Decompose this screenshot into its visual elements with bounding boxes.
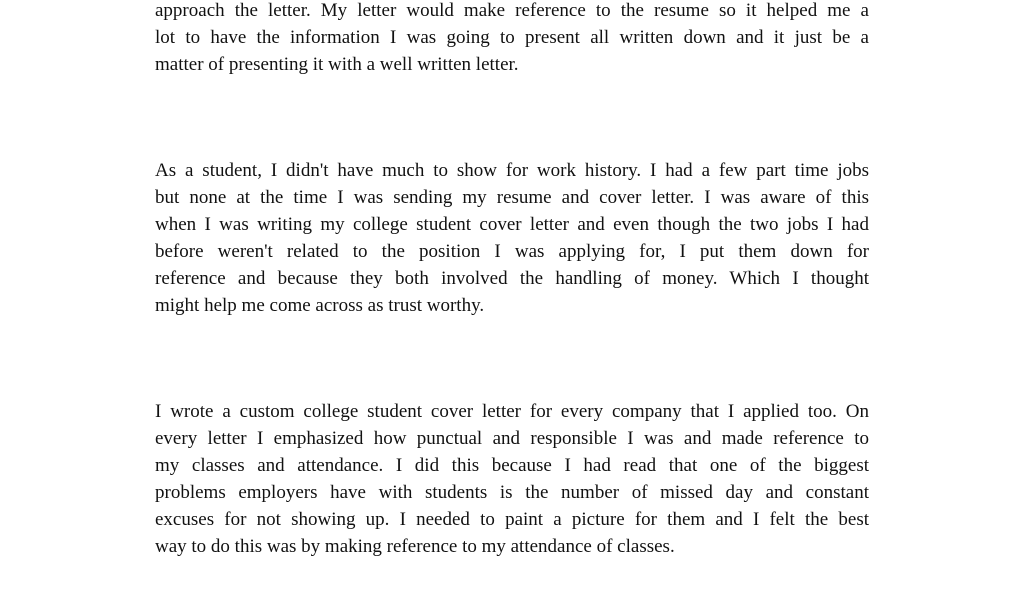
paragraph-1 xyxy=(155,0,869,78)
text-line: As a student, I didn't have much to show for work history. I had a few part time jobs xyxy=(155,160,869,181)
text-line: excuses for not showing up. I needed to paint a picture for them and I felt the best xyxy=(155,509,869,530)
text-line: my classes and attendance. I did this because I had read that one of the biggest xyxy=(155,455,869,476)
paragraph-3 xyxy=(155,398,869,560)
text-line: approach the letter. My letter would make reference to the resume so it helped me a xyxy=(155,0,869,21)
text-line: matter of presenting it with a well written letter. xyxy=(155,54,519,75)
text-line: when I was writing my college student cover letter and even though the two jobs I had xyxy=(155,214,869,235)
text-line: problems employers have with students is the number of missed day and constant xyxy=(155,482,869,503)
text-line: lot to have the information I was going to present all written down and it just be a xyxy=(155,27,869,48)
text-line: every letter I emphasized how punctual and responsible I was and made reference to xyxy=(155,428,869,449)
text-line: but none at the time I was sending my resume and cover letter. I was aware of this xyxy=(155,187,869,208)
paragraph-2 xyxy=(155,157,869,319)
text-line: reference and because they both involved the handling of money. Which I thought xyxy=(155,268,869,289)
text-line: I wrote a custom college student cover letter for every company that I applied too. On xyxy=(155,401,869,422)
text-line: way to do this was by making reference to my attendance of classes. xyxy=(155,536,675,557)
text-line: before weren't related to the position I was applying for, I put them down for xyxy=(155,241,869,262)
text-line: might help me come across as trust worthy. xyxy=(155,295,485,316)
